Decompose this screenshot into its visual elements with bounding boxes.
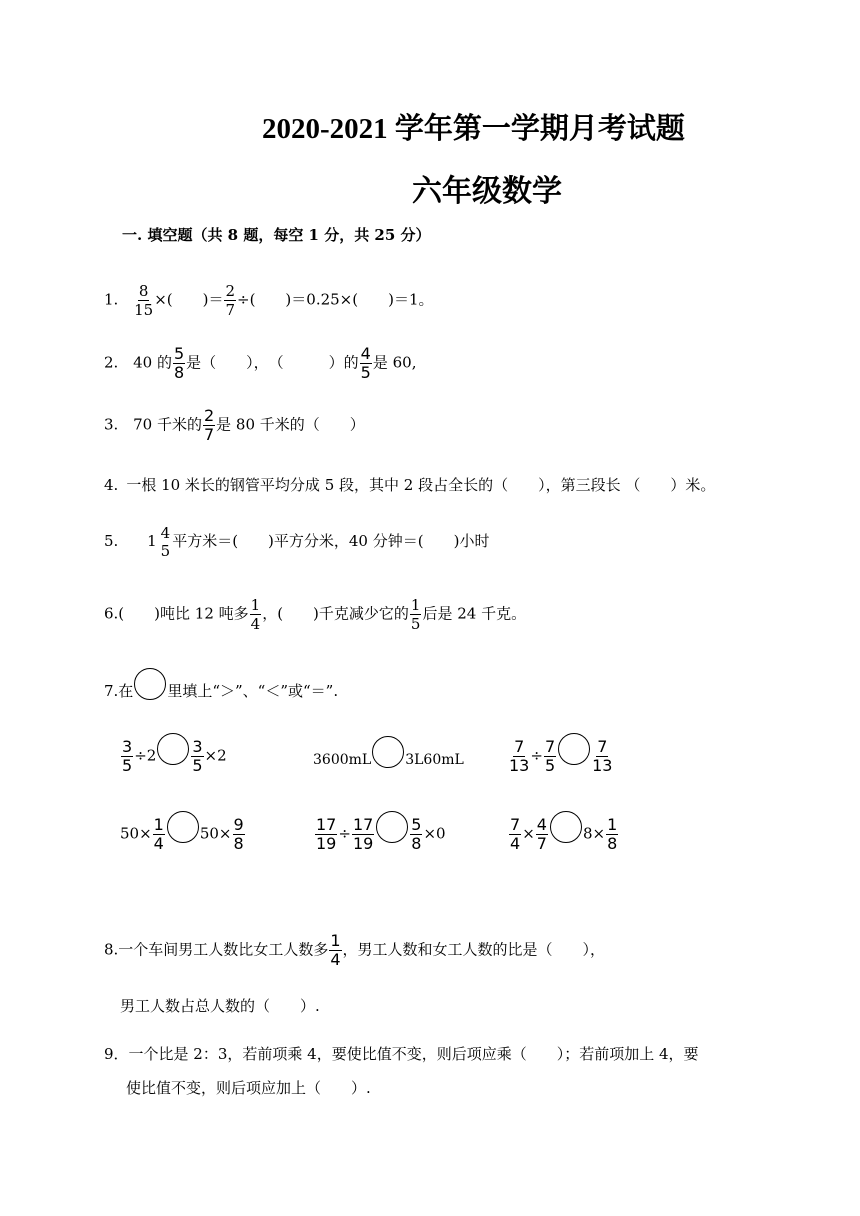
question-7 (104, 676, 338, 708)
question-2 (104, 345, 416, 382)
fraction-numerator: 17 (316, 815, 337, 834)
fraction (592, 738, 612, 775)
fraction (173, 345, 185, 382)
question-number: 1. (104, 290, 119, 309)
fraction (536, 816, 548, 853)
question-text: 一根 10 米长的钢管平均分成 5 段，其中 2 段占全长的（ ），第三段长 （ ）米。 (126, 476, 716, 494)
question-text: 是（ ）， （ ）的 (186, 353, 359, 372)
fraction-numerator: 3 (192, 737, 203, 756)
fraction-denominator: 19 (352, 834, 374, 853)
question-9: 9．一个比是 2：3，若前项乘 4，要使比值不变，则后项应乘（ ）；若前项加上 4，要 (104, 1045, 699, 1063)
fraction-denominator: 7 (225, 301, 236, 319)
compare-text: ×2 (204, 746, 227, 765)
question-8-line-2: 男工人数占总人数的（ ）. (120, 997, 320, 1015)
compare-text: × (522, 824, 535, 843)
answer-circle[interactable] (372, 736, 404, 768)
fraction-numerator: 1 (410, 596, 421, 614)
compare-item (314, 816, 446, 853)
compare-text: ÷ (338, 824, 351, 843)
fraction-denominator: 8 (173, 363, 185, 382)
fraction (191, 738, 203, 775)
question-text: 70 千米的 (133, 415, 202, 434)
compare-item (313, 744, 464, 776)
fraction-denominator: 15 (134, 301, 154, 319)
fraction-denominator: 8 (411, 834, 422, 853)
question-number: 3. (104, 415, 119, 434)
fraction-denominator: 7 (203, 425, 215, 444)
fraction-numerator: 7 (597, 737, 608, 756)
question-text: 8.一个车间男工人数比女工人数多 (104, 940, 329, 959)
fraction-numerator: 8 (138, 282, 149, 300)
fraction-denominator: 13 (592, 756, 613, 775)
compare-text: ÷ (530, 746, 543, 765)
fraction-denominator: 5 (544, 756, 556, 775)
question-text: 是 60, (372, 353, 417, 372)
fraction (160, 524, 172, 560)
fraction (352, 816, 374, 853)
answer-circle[interactable] (134, 668, 166, 700)
question-number: 2. (104, 353, 119, 372)
fraction-denominator: 8 (607, 834, 618, 853)
fraction-denominator: 4 (153, 834, 164, 853)
fraction (360, 345, 372, 382)
fraction-numerator: 7 (544, 737, 556, 756)
fraction (250, 596, 262, 633)
answer-circle[interactable] (550, 811, 582, 843)
mixed-number-whole: 1 (147, 532, 157, 550)
compare-text: 50× (199, 824, 232, 843)
question-8 (104, 932, 605, 969)
compare-item (120, 816, 246, 853)
question-text: 7.在 (104, 682, 134, 700)
fraction (121, 738, 133, 775)
fraction-numerator: 5 (173, 344, 185, 363)
fraction-numerator: 1 (250, 596, 261, 614)
answer-circle[interactable] (157, 733, 189, 765)
question-4 (104, 475, 715, 495)
question-text: 是 80 千米的（ ） (216, 415, 365, 434)
compare-item (508, 816, 619, 853)
compare-text: 3L60mL (405, 752, 464, 768)
exam-subtitle: 六年级数学 (412, 175, 562, 208)
fraction (509, 738, 529, 775)
fraction (203, 407, 215, 444)
question-1 (104, 282, 434, 319)
question-text: ，( )千克减少它的 (262, 604, 409, 623)
fraction (153, 816, 165, 853)
fraction-denominator: 5 (192, 756, 203, 775)
fraction (509, 816, 521, 853)
fraction (410, 816, 422, 853)
question-text: 里填上“＞”、“＜”或“＝”. (167, 682, 339, 700)
compare-text: 3600mL (313, 752, 372, 768)
fraction-numerator: 2 (225, 282, 236, 300)
fraction-denominator: 19 (316, 834, 337, 853)
fraction-numerator: 3 (122, 737, 133, 756)
fraction-denominator: 5 (122, 756, 133, 775)
compare-item (120, 738, 227, 775)
fraction-numerator: 4 (536, 815, 547, 834)
fraction-denominator: 7 (536, 834, 547, 853)
fraction-numerator: 7 (510, 815, 521, 834)
fraction-numerator: 7 (514, 737, 525, 756)
fraction-denominator: 4 (330, 950, 341, 969)
compare-text: ×0 (423, 824, 446, 843)
fraction-denominator: 4 (250, 615, 261, 633)
question-text: 40 的 (133, 353, 172, 372)
fraction-numerator: 5 (411, 815, 422, 834)
fraction-numerator: 1 (607, 815, 618, 834)
question-text: 6.( )吨比 12 吨多 (104, 604, 249, 623)
compare-text: ÷2 (134, 746, 157, 765)
fraction (606, 816, 618, 853)
answer-circle[interactable] (558, 733, 590, 765)
question-5 (104, 524, 489, 560)
exam-title: 2020-2021 学年第一学期月考试题 (262, 113, 685, 145)
fraction-denominator: 8 (233, 834, 244, 853)
fraction-numerator: 4 (160, 524, 171, 542)
compare-text: 8× (582, 824, 606, 843)
fraction (544, 738, 556, 775)
fraction-denominator: 4 (510, 834, 521, 853)
compare-item (508, 738, 613, 775)
question-number: 4. (104, 476, 119, 494)
compare-text: 50× (120, 824, 152, 843)
fraction (410, 596, 422, 633)
fraction (233, 816, 245, 853)
question-text: ÷( )＝0.25×( )＝1。 (237, 290, 434, 309)
fraction (134, 282, 153, 319)
fraction (315, 816, 337, 853)
section-heading: 一. 填空题（共 8 题，每空 1 分，共 25 分） (122, 226, 431, 244)
question-9-line-2: 使比值不变，则后项应加上（ ）. (126, 1079, 371, 1097)
fraction-denominator: 5 (160, 542, 171, 560)
fraction-numerator: 1 (153, 815, 164, 834)
question-text: ×( )＝ (154, 290, 224, 309)
fraction-numerator: 4 (360, 344, 371, 363)
question-text: 后是 24 千克。 (422, 604, 527, 623)
question-3 (104, 407, 365, 444)
answer-circle[interactable] (376, 811, 408, 843)
fraction-denominator: 13 (509, 756, 530, 775)
answer-circle[interactable] (167, 811, 199, 843)
question-6 (104, 596, 526, 633)
question-number: 5. (104, 532, 119, 550)
question-text: ，男工人数和女工人数的比是（ ）， (342, 940, 606, 959)
fraction-numerator: 17 (352, 815, 374, 834)
question-text: 平方米＝( )平方分米，40 分钟＝( )小时 (172, 532, 490, 550)
fraction-denominator: 5 (410, 615, 421, 633)
fraction-numerator: 1 (330, 931, 341, 950)
fraction-denominator: 5 (360, 363, 371, 382)
fraction-numerator: 2 (203, 406, 215, 425)
fraction (224, 282, 236, 319)
fraction-numerator: 9 (233, 815, 244, 834)
fraction (329, 932, 341, 969)
